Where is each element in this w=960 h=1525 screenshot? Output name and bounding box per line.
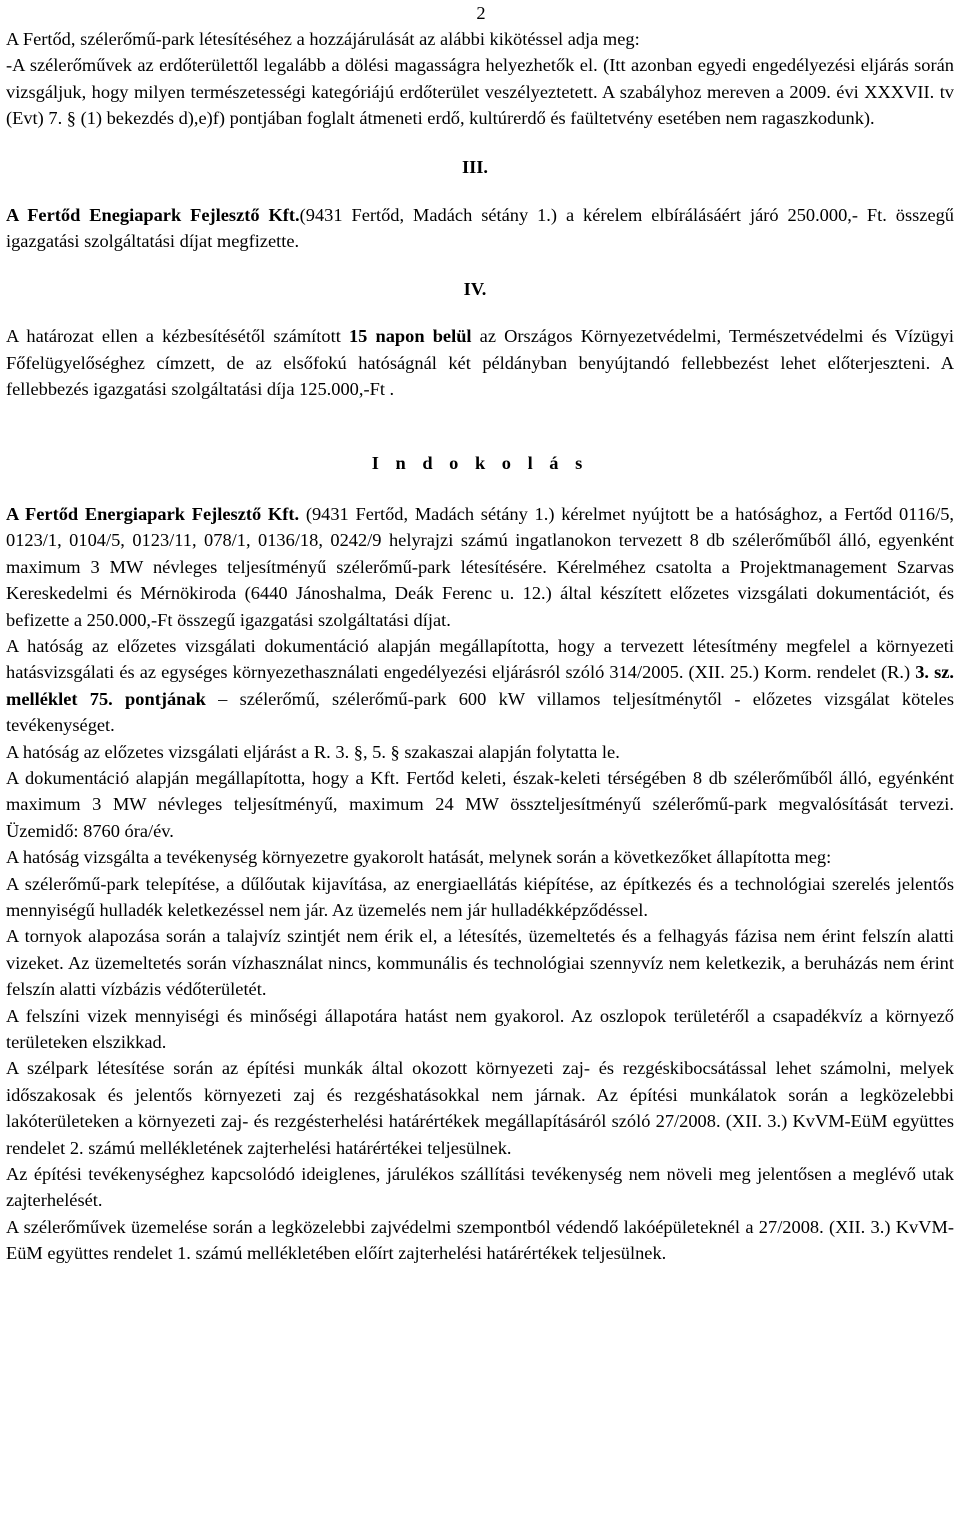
megallapitas-text-b: – szélerőmű, szélerőmű-park 600 kW villamos teljesítménytől - előzetes vizsgálat köteles tevékenységet. — [6, 688, 954, 736]
melleklet-reference: 3. sz. melléklet 75. pontjának — [6, 662, 955, 709]
paragraph-kerelem — [6, 501, 954, 633]
paragraph-dij-megfizetes — [6, 202, 954, 255]
paragraph-dokumentacio: A dokumentáció alapján megállapította, hogy a Kft. Fertőd keleti, észak-keleti térségében 8 db szélerőműből álló, egyénként maximum 3 MW névleges teljesítményű, maximum 24 MW összteljesítményű szélerőmű-park megvalósítását tervezi. Üzemidő: 8760 óra/év. — [6, 767, 954, 841]
paragraph-dij-text: (9431 Fertőd, Madách sétány 1.) a kérelem elbírálásáért járó 250.000,- Ft. összegű igazgatási szolgáltatási díjat megfizette. — [6, 205, 955, 252]
paragraph-zaj-epites: A szélpark létesítése során az építési munkák által okozott környezeti zaj- és rezgéskibocsátással lehet számolni, melyek időszakosak és jelentős környezeti zaj és rezgéshatásokkal nem járnak. Az építési munkálatok során a legközelebbi lakóterületeken a környezeti zaj- és rezgésterhelési határértékek megállapításáról szóló 27/2008. (XII. 3.) KvVM-EüM együttes rendelet 2. számú mellékletének zajterhelési határértékei teljesülnek. — [6, 1058, 954, 1158]
kerelem-text: (9431 Fertőd, Madách sétány 1.) kérelmet nyújtott be a hatósághoz, a Fertőd 0116/5, 0123/1, 0104/5, 0123/11, 078/1, 0136/18, 0242/9 helyrajzi számú ingatlanokon tervezett 8 db szélerőműből álló, egyenként maximum 3 MW névleges teljesítményű szélerőmű-park létesítésére. Kérelméhez csatolta a Projektmanagement Szarvas Kereskedelmi és Mérnökiroda (6440 Jánoshalma, Deák Ferenc u. 12.) által készített előzetes vizsgálati dokumentációt, és befizette a 250.000,-Ft összegű igazgatási szolgáltatási díjat. — [6, 503, 954, 630]
paragraph-eljaras: A hatóság az előzetes vizsgálati eljárást a R. 3. §, 5. § szakaszai alapján folytatta le. — [6, 741, 620, 762]
section-heading-iv: IV. — [463, 278, 487, 299]
paragraph-hozzajarulas: A Fertőd, szélerőmű-park létesítéséhez a hozzájárulását az alábbi kikötéssel adja meg: — [6, 29, 640, 49]
spacer — [6, 402, 954, 450]
fellebbezes-deadline: 15 napon belül — [348, 326, 472, 347]
paragraph-megallapitas — [6, 633, 954, 739]
section-heading-iii: III. — [461, 156, 489, 177]
paragraph-hulladek: A szélerőmű-park telepítése, a dűlőutak kijavítása, az energiaellátás kiépítése, az építkezés és a technológiai szerelés jelentős mennyiségű hulladék keletkezéssel nem jár. Az üzemelés nem jár hulladékképződéssel. — [6, 873, 954, 920]
megallapitas-text-a: A hatóság az előzetes vizsgálati dokumentáció alapján megállapította, hogy a tervezett létesítmény megfelel a környezeti hatásvizsgálati és az egységes környezethasználati engedélyezési eljárásról szóló 314/2005. (XII. 25.) Korm. rendelet (R.) — [6, 635, 954, 683]
paragraph-szallitas: Az építési tevékenységhez kapcsolódó ideiglenes, járulékos szállítási tevékenység nem növeli meg jelentősen a meglévő utak zajterhelését. — [6, 1164, 954, 1211]
paragraph-fellebbezes — [6, 323, 954, 402]
company-name-energiapark: A Fertőd Energiapark Fejlesztő Kft. — [6, 503, 300, 524]
fellebbezes-text-b: az Országos Környezetvédelmi, Természetvédelmi és Vízügyi Főfelügyelőséghez címzett, de az elsőfokú hatóságnál két példányban benyújtandó fellebbezést lehet előterjeszteni. A fellebbezés igazgatási szolgáltatási díja 125.000,-Ft . — [6, 326, 954, 400]
fellebbezes-text-a: A határozat ellen a kézbesítésétől számított — [6, 326, 349, 347]
company-name: A Fertőd Enegiapark Fejlesztő Kft. — [6, 205, 300, 226]
paragraph-foldtani-kozeg: A tornyok alapozása során a talajvíz szintjét nem érik el, a létesítés, üzemeltetés és a felhagyás fázisa nem érint felszín alatti vizeket. Az üzemeltetés során vízhasználat nincs, kommunális és technológiai szennyvíz nem keletkezik, a beruházás nem érint felszín alatti vízbázis védőterületét. — [6, 926, 954, 1000]
paragraph-zaj-uzemeles: A szélerőművek üzemelése során a legközelebbi zajvédelmi szempontból védendő lakóépületeknél a 27/2008. (XII. 3.) KvVM-EüM együttes rendelet 1. számú mellékletében előírt zajterhelési határértékek teljesülnek. — [6, 1216, 954, 1264]
paragraph-hatas-vizsgalat: A hatóság vizsgálta a tevékenység környezetre gyakorolt hatását, melynek során a következőket állapította meg: — [6, 847, 832, 868]
indoklas-heading: I n d o k o l á s — [371, 453, 589, 474]
paragraph-kikotes: -A szélerőművek az erdőterülettől legalább a dölési magasságra helyezhetők el. (Itt azonban egyedi engedélyezési eljárás során vizsgáljuk, hogy milyen természetességi kategóriájú erdőterület veszélyeztetett. A szabályhoz mereven a 2009. évi XXXVII. tv (Evt) 7. § (1) bekezdés d),e)f) pontjában foglalt átmeneti erdő, kultúrerdő és faültetvény esetében nem ragaszkodunk). — [6, 55, 954, 129]
page-number: 2 — [476, 3, 486, 23]
paragraph-felszini-vizek: A felszíni vizek mennyiségi és minőségi állapotára hatást nem gyakorol. Az oszlopok területéről a csapadékvíz a környező területeken elszikkad. — [6, 1005, 954, 1052]
